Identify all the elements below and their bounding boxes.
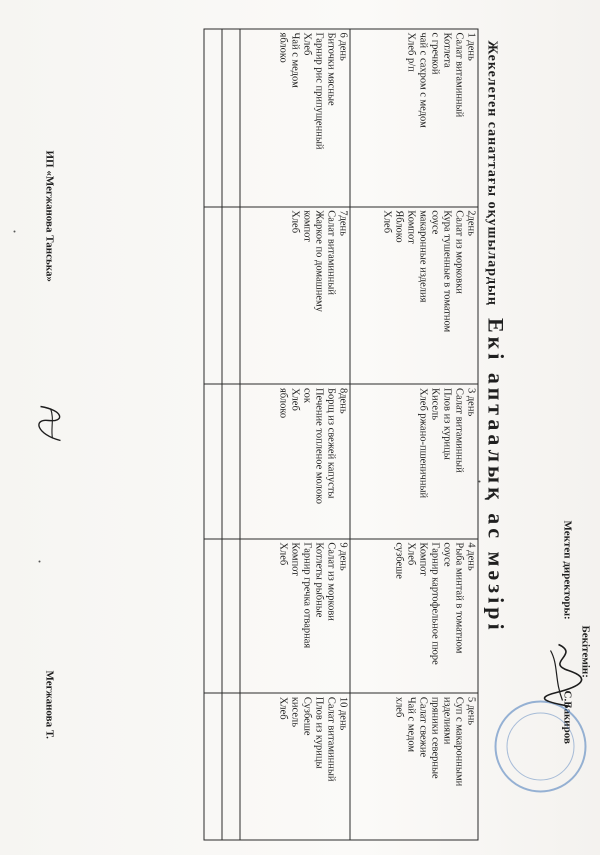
dish-item: Хлеб: [301, 32, 312, 55]
dish-item: сузбеше: [393, 541, 404, 579]
dish-item: Компот: [289, 541, 300, 576]
dish-item: Гарнир картофельное пюре: [429, 541, 440, 665]
dish-item: Хлеб: [405, 541, 416, 565]
dish-item: соусе: [429, 209, 440, 234]
table-row: [350, 29, 478, 840]
menu-cell: [350, 384, 478, 538]
dish-item: Яблоко: [393, 209, 404, 243]
dish-item: Котлета: [441, 32, 452, 68]
dish-item: Суп с макаронными: [453, 696, 464, 786]
table-row: [240, 29, 350, 840]
dish-item: Плов из курицы: [441, 387, 452, 460]
menu-cell: [240, 384, 350, 538]
approval-name: С.Бакиров: [561, 690, 573, 744]
dish-item: Хлеб: [381, 209, 392, 233]
approval-role: Мектеп директоры:: [561, 520, 573, 620]
table-row: [204, 29, 222, 840]
day-label: 7день: [337, 209, 348, 236]
dish-item: Компот: [417, 541, 428, 576]
day-label: 8день: [337, 387, 348, 414]
dish-item: кисель: [289, 696, 300, 727]
dish-item: яблоко: [277, 387, 288, 418]
day-label: 10 день: [337, 696, 348, 730]
menu-table: [203, 28, 478, 840]
dish-item: Плов из курицы: [313, 696, 324, 769]
heading-part1: Жекелеген санаттағы оқушылардың: [484, 40, 499, 306]
day-label: 1 день: [465, 32, 476, 61]
menu-cell: [350, 206, 478, 384]
day-label: 5 день: [465, 696, 476, 725]
day-label: 6 день: [337, 32, 348, 61]
dish-item: Салат свежие: [417, 696, 428, 757]
dish-item: Чай с медом: [289, 32, 300, 88]
day-label: 9 день: [337, 541, 348, 571]
dish-item: Салат витаминный: [453, 32, 464, 117]
empty-cell: [204, 693, 222, 840]
heading-part2: Екі аптаалық ас мәзірі: [483, 317, 508, 634]
dish-item: Салат витаминный: [325, 696, 336, 782]
dish-item: хлеб: [393, 696, 404, 717]
signatory-name: Мегжанова Т.: [43, 670, 55, 739]
dish-item: с гречкой: [429, 32, 440, 74]
dish-item: макаронные изделия: [417, 209, 428, 302]
dish-item: Кура тушенные в томатном: [441, 209, 452, 332]
dish-item: Салат витаминный: [325, 209, 336, 295]
dish-item: сок: [301, 387, 312, 403]
dish-item: Борщ из свежей капусты: [325, 387, 336, 498]
dish-item: Хлеб: [289, 387, 300, 411]
dish-item: Чай с медом: [405, 696, 416, 752]
director-signature-icon: [538, 640, 588, 710]
menu-cell: [240, 206, 350, 384]
day-label: 3 день: [465, 387, 476, 416]
dish-item: компот: [301, 209, 312, 242]
dish-item: яблоко: [277, 32, 288, 63]
dish-item: Печение топленое молоко: [313, 387, 324, 504]
empty-cell: [222, 29, 240, 207]
dish-item: Жаркое по домашнему: [313, 209, 324, 312]
dish-item: Сузбеше: [301, 696, 312, 736]
scan-speck: [478, 480, 480, 482]
document-heading: [482, 40, 508, 840]
dish-item: Хлеб ржано-пшеничный: [417, 387, 428, 498]
dish-item: Хлеб р/п: [405, 32, 416, 72]
dish-item: Котлеты рыбные: [313, 541, 324, 617]
organization-name: ИП «Мегжанова Танська»: [43, 150, 55, 282]
dish-item: Кисель: [429, 387, 440, 420]
dish-item: Хлеб: [289, 209, 300, 233]
supplier-signature-icon: [30, 400, 70, 446]
dish-item: Гарнир гречка отварная: [301, 541, 312, 648]
empty-cell: [222, 538, 240, 692]
empty-cell: [222, 693, 240, 840]
dish-item: соусе: [441, 541, 452, 567]
dish-item: Компот: [405, 209, 416, 244]
scan-speck: [38, 560, 40, 562]
day-label: 4 день: [465, 541, 476, 571]
empty-cell: [204, 384, 222, 538]
dish-item: пряники северные: [429, 696, 440, 779]
scan-speck: [13, 230, 15, 232]
dish-item: Салат из моркови: [325, 541, 336, 621]
dish-item: Рыба минтай в томатном: [453, 541, 464, 653]
dish-item: Салат витаминный: [453, 387, 464, 473]
dish-item: чай с сахром с медом: [417, 32, 428, 128]
menu-cell: [240, 29, 350, 207]
dish-item: Биточки мясные: [325, 32, 336, 106]
empty-cell: [222, 384, 240, 538]
dish-item: Хлеб: [277, 541, 288, 565]
day-label: 2день: [465, 209, 476, 236]
empty-cell: [204, 538, 222, 692]
menu-cell: [240, 538, 350, 692]
menu-cell: [240, 693, 350, 840]
menu-cell: [350, 693, 478, 840]
dish-item: изделиями: [441, 696, 452, 744]
dish-item: Салат из морковки: [453, 209, 464, 294]
table-row: [222, 29, 240, 840]
menu-cell: [350, 538, 478, 692]
empty-cell: [204, 206, 222, 384]
menu-cell: [350, 29, 478, 207]
approval-title: Бекітемін:: [579, 625, 591, 678]
empty-cell: [204, 29, 222, 207]
dish-item: Хлеб: [277, 696, 288, 720]
empty-cell: [222, 206, 240, 384]
dish-item: Гарнир рис припущенный: [313, 32, 324, 150]
